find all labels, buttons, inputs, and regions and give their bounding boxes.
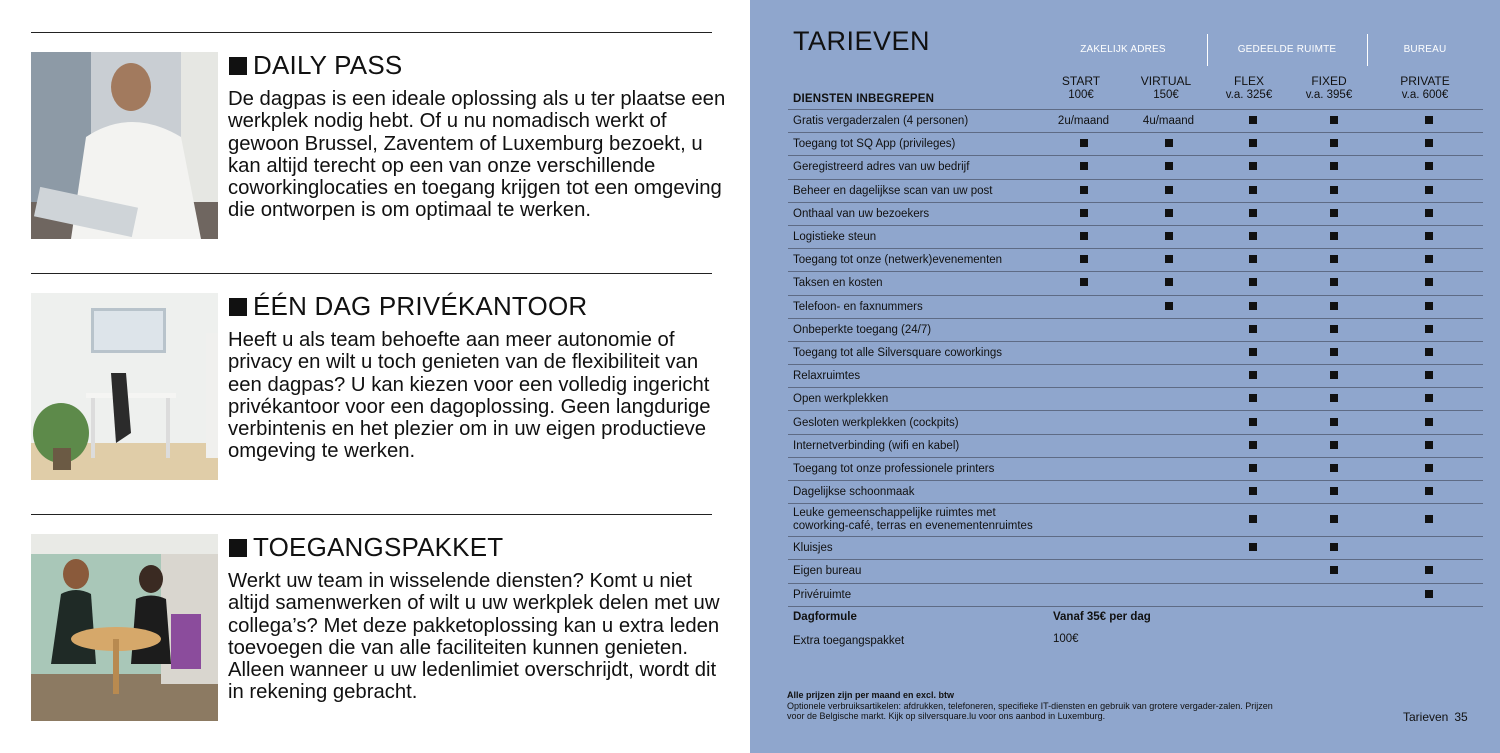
included-marker-icon [1330, 209, 1338, 217]
included-marker-icon [1249, 139, 1257, 147]
table-cell [1294, 179, 1374, 202]
included-marker-icon [1330, 162, 1338, 170]
included-marker-icon [1425, 487, 1433, 495]
service-label: Beheer en dagelijkse scan van uw post [788, 179, 1041, 202]
table-cell [1041, 504, 1126, 537]
table-cell [1294, 504, 1374, 537]
column-name: START [1061, 74, 1101, 88]
table-cell [1211, 249, 1294, 272]
table-cell [1374, 504, 1483, 537]
table-cell [1041, 481, 1126, 504]
table-cell [1294, 457, 1374, 480]
divider [1207, 34, 1208, 66]
included-marker-icon [1425, 209, 1433, 217]
table-cell [1374, 225, 1483, 248]
rates-table [788, 109, 1483, 608]
included-marker-icon [1330, 543, 1338, 551]
table-cell [1294, 156, 1374, 179]
service-label: Toegang tot SQ App (privileges) [788, 133, 1041, 156]
private-office-photo [31, 293, 218, 480]
extra-package-value: 100€ [1053, 633, 1079, 645]
included-marker-icon [1080, 232, 1088, 240]
included-marker-icon [1165, 186, 1173, 194]
table-cell [1374, 341, 1483, 364]
table-cell [1126, 411, 1211, 434]
table-row [788, 318, 1483, 341]
included-marker-icon [1165, 302, 1173, 310]
table-cell [1211, 504, 1294, 537]
divider [31, 273, 712, 274]
table-cell [1211, 318, 1294, 341]
service-label: Gratis vergaderzalen (4 personen) [788, 110, 1041, 133]
table-cell [1041, 318, 1126, 341]
table-cell [1211, 434, 1294, 457]
section-title-text: DAILY PASS [253, 50, 403, 80]
divider [31, 514, 712, 515]
group-header: BUREAU [1403, 44, 1447, 55]
table-cell [1294, 411, 1374, 434]
included-marker-icon [1080, 255, 1088, 263]
page-label: Tarieven [1403, 710, 1449, 724]
table-cell [1041, 388, 1126, 411]
table-row [788, 272, 1483, 295]
included-marker-icon [1249, 116, 1257, 124]
table-row [788, 434, 1483, 457]
included-marker-icon [1249, 515, 1257, 523]
included-marker-icon [1425, 515, 1433, 523]
table-row [788, 365, 1483, 388]
table-cell [1211, 110, 1294, 133]
column-header [1046, 74, 1116, 102]
included-marker-icon [1080, 278, 1088, 286]
included-marker-icon [1330, 348, 1338, 356]
table-cell [1294, 318, 1374, 341]
table-cell [1294, 481, 1374, 504]
table-cell: 4u/maand [1126, 110, 1211, 133]
table-cell [1374, 560, 1483, 583]
included-marker-icon [1425, 116, 1433, 124]
service-label: Open werkplekken [788, 388, 1041, 411]
service-label: Toegang tot onze professionele printers [788, 457, 1041, 480]
section-body: De dagpas is een ideale oplossing als u ter plaatse een werkplek nodig hebt. Of u nu nomadisch werkt of gewoon Brussel, Zaventem of Luxemburg bezoekt, u kan altijd terecht op een van onze verschillende coworkinglocaties en toegang krijgen tot een omgeving die ontworpen is om optimaal te werken. [228, 88, 726, 222]
table-cell [1374, 156, 1483, 179]
included-marker-icon [1080, 162, 1088, 170]
included-services-label: DIENSTEN INBEGREPEN [793, 93, 935, 105]
section-title [229, 291, 587, 322]
table-row [788, 388, 1483, 411]
included-marker-icon [1330, 487, 1338, 495]
table-cell [1041, 249, 1126, 272]
included-marker-icon [1425, 232, 1433, 240]
included-marker-icon [1330, 302, 1338, 310]
column-name: FLEX [1233, 74, 1264, 88]
included-marker-icon [1249, 325, 1257, 333]
table-cell [1126, 272, 1211, 295]
included-marker-icon [1165, 232, 1173, 240]
table-row [788, 583, 1483, 606]
table-cell [1041, 179, 1126, 202]
service-label: Gesloten werkplekken (cockpits) [788, 411, 1041, 434]
included-marker-icon [1165, 209, 1173, 217]
table-cell [1126, 179, 1211, 202]
included-marker-icon [1425, 139, 1433, 147]
table-cell [1126, 388, 1211, 411]
table-cell [1294, 133, 1374, 156]
table-cell [1126, 318, 1211, 341]
included-marker-icon [1165, 162, 1173, 170]
divider [1367, 34, 1368, 66]
included-marker-icon [1425, 590, 1433, 598]
table-cell [1211, 583, 1294, 606]
group-header: ZAKELIJK ADRES [1080, 44, 1166, 55]
table-cell [1294, 249, 1374, 272]
included-marker-icon [1249, 543, 1257, 551]
table-cell [1374, 295, 1483, 318]
table-cell [1041, 365, 1126, 388]
table-cell [1126, 295, 1211, 318]
table-cell [1211, 202, 1294, 225]
column-name: VIRTUAL [1140, 74, 1192, 88]
service-label: Onbeperkte toegang (24/7) [788, 318, 1041, 341]
service-label: Privéruimte [788, 583, 1041, 606]
table-cell [1211, 388, 1294, 411]
table-cell [1374, 388, 1483, 411]
included-marker-icon [1425, 441, 1433, 449]
table-cell [1374, 583, 1483, 606]
table-cell [1211, 341, 1294, 364]
section-title-text: ÉÉN DAG PRIVÉKANTOOR [253, 291, 588, 321]
included-marker-icon [1330, 394, 1338, 402]
table-cell [1041, 341, 1126, 364]
included-marker-icon [1249, 371, 1257, 379]
included-marker-icon [1425, 162, 1433, 170]
included-marker-icon [1249, 186, 1257, 194]
included-marker-icon [1249, 464, 1257, 472]
service-label: Taksen en kosten [788, 272, 1041, 295]
table-cell [1126, 504, 1211, 537]
footnote [787, 690, 1287, 722]
table-cell [1211, 156, 1294, 179]
included-marker-icon [1330, 139, 1338, 147]
table-row [788, 179, 1483, 202]
included-marker-icon [1425, 394, 1433, 402]
table-cell [1126, 560, 1211, 583]
included-marker-icon [1249, 278, 1257, 286]
table-cell [1374, 249, 1483, 272]
footnote-body: Optionele verbruiksartikelen: afdrukken, telefoneren, specifieke IT-diensten en gebruik van grotere vergader-zalen. Prijzen voor de Belgische markt. Kijk op silversquare.lu voor ons aanbod in Luxemburg. [787, 700, 1273, 721]
table-cell [1126, 457, 1211, 480]
section-title-text: TOEGANGSPAKKET [253, 532, 504, 562]
table-cell [1041, 537, 1126, 560]
table-cell [1374, 481, 1483, 504]
team-photo [31, 534, 218, 721]
table-row [788, 133, 1483, 156]
table-row [788, 504, 1483, 537]
table-row [788, 295, 1483, 318]
included-marker-icon [1249, 162, 1257, 170]
included-marker-icon [1425, 566, 1433, 574]
included-marker-icon [1080, 209, 1088, 217]
table-row [788, 457, 1483, 480]
included-marker-icon [1330, 232, 1338, 240]
table-cell [1211, 133, 1294, 156]
table-cell [1374, 537, 1483, 560]
table-row [788, 341, 1483, 364]
service-label: Dagelijkse schoonmaak [788, 481, 1041, 504]
table-cell [1294, 434, 1374, 457]
square-bullet-icon [229, 539, 247, 557]
included-marker-icon [1425, 418, 1433, 426]
table-cell [1374, 202, 1483, 225]
table-bottom-rule [788, 606, 1483, 608]
table-cell [1374, 133, 1483, 156]
table-cell [1126, 537, 1211, 560]
table-cell [1294, 341, 1374, 364]
service-label: Onthaal van uw bezoekers [788, 202, 1041, 225]
table-cell [1294, 272, 1374, 295]
table-cell [1374, 272, 1483, 295]
section-title [229, 532, 503, 563]
table-cell [1211, 365, 1294, 388]
table-row [788, 202, 1483, 225]
table-cell [1126, 434, 1211, 457]
table-cell [1374, 457, 1483, 480]
included-marker-icon [1425, 371, 1433, 379]
table-row [788, 606, 1483, 608]
included-marker-icon [1330, 464, 1338, 472]
table-cell [1041, 295, 1126, 318]
table-cell [1126, 225, 1211, 248]
included-marker-icon [1425, 325, 1433, 333]
table-cell [1041, 156, 1126, 179]
table-cell [1294, 388, 1374, 411]
table-row [788, 481, 1483, 504]
included-marker-icon [1249, 394, 1257, 402]
included-marker-icon [1080, 139, 1088, 147]
table-cell [1211, 537, 1294, 560]
table-cell [1211, 272, 1294, 295]
page-title: TARIEVEN [793, 26, 931, 56]
table-cell [1126, 365, 1211, 388]
table-cell [1126, 156, 1211, 179]
column-price: v.a. 600€ [1401, 89, 1449, 101]
service-label: Telefoon- en faxnummers [788, 295, 1041, 318]
column-name: PRIVATE [1400, 74, 1450, 88]
table-cell [1126, 341, 1211, 364]
table-cell [1041, 583, 1126, 606]
table-cell [1294, 225, 1374, 248]
included-marker-icon [1330, 186, 1338, 194]
table-cell [1211, 179, 1294, 202]
section-body: Heeft u als team behoefte aan meer autonomie of privacy en wilt u toch genieten van de flexibiliteit van een dagpas? U kan kiezen voor een volledig ingericht privékantoor voor een dagoplossing. Geen langdurige verbintenis en het plezier om in uw eigen productieve omgeving te werken. [228, 329, 711, 463]
table-cell [1211, 225, 1294, 248]
table-cell [1374, 318, 1483, 341]
table-cell [1294, 110, 1374, 133]
table-cell [1211, 457, 1294, 480]
included-marker-icon [1249, 302, 1257, 310]
table-cell [1374, 365, 1483, 388]
table-row [788, 249, 1483, 272]
table-cell [1041, 560, 1126, 583]
daily-pass-photo [31, 52, 218, 239]
included-marker-icon [1249, 441, 1257, 449]
included-marker-icon [1330, 255, 1338, 263]
table-cell [1294, 202, 1374, 225]
dagformule-label: Dagformule [793, 611, 857, 623]
table-cell [1041, 411, 1126, 434]
table-cell [1211, 481, 1294, 504]
included-marker-icon [1165, 139, 1173, 147]
column-header [1385, 74, 1465, 102]
table-cell [1041, 272, 1126, 295]
table-row [788, 110, 1483, 133]
included-marker-icon [1330, 278, 1338, 286]
table-cell: 2u/maand [1041, 110, 1126, 133]
section-body: Werkt uw team in wisselende diensten? Komt u niet altijd samenwerken of wilt u uw werkplek delen met uw collega’s? Met deze pakketoplossing kan u extra leden toevoegen die van alle faciliteiten kunnen genieten. Alleen wanneer u uw ledenlimiet overschrijdt, wordt dit in rekening gebracht. [228, 570, 720, 704]
column-header [1294, 74, 1364, 102]
table-cell [1041, 434, 1126, 457]
included-marker-icon [1249, 487, 1257, 495]
section-title [229, 50, 402, 81]
group-header: GEDEELDE RUIMTE [1237, 44, 1337, 55]
square-bullet-icon [229, 57, 247, 75]
table-row [788, 156, 1483, 179]
included-marker-icon [1249, 209, 1257, 217]
table-cell [1126, 481, 1211, 504]
table-cell [1374, 411, 1483, 434]
page-number: 35 [1454, 710, 1468, 724]
included-marker-icon [1425, 348, 1433, 356]
table-cell [1294, 560, 1374, 583]
column-name: FIXED [1311, 74, 1347, 88]
included-marker-icon [1425, 186, 1433, 194]
included-marker-icon [1080, 186, 1088, 194]
column-price: 150€ [1153, 89, 1179, 101]
included-marker-icon [1330, 441, 1338, 449]
table-cell [1374, 110, 1483, 133]
table-cell [1211, 560, 1294, 583]
included-marker-icon [1425, 464, 1433, 472]
divider [31, 32, 712, 33]
service-label: Logistieke steun [788, 225, 1041, 248]
included-marker-icon [1330, 116, 1338, 124]
included-marker-icon [1330, 515, 1338, 523]
table-cell [1126, 133, 1211, 156]
column-price: 100€ [1068, 89, 1094, 101]
table-cell [1374, 179, 1483, 202]
column-price: v.a. 395€ [1305, 89, 1353, 101]
table-cell [1126, 202, 1211, 225]
table-row [788, 537, 1483, 560]
included-marker-icon [1425, 255, 1433, 263]
table-row [788, 411, 1483, 434]
service-label: Internetverbinding (wifi en kabel) [788, 434, 1041, 457]
included-marker-icon [1425, 302, 1433, 310]
included-marker-icon [1249, 232, 1257, 240]
dagformule-value: Vanaf 35€ per dag [1053, 611, 1151, 623]
service-label: Toegang tot onze (netwerk)evenementen [788, 249, 1041, 272]
table-cell [1041, 225, 1126, 248]
table-cell [1294, 583, 1374, 606]
square-bullet-icon [229, 298, 247, 316]
table-cell [1211, 295, 1294, 318]
included-marker-icon [1330, 418, 1338, 426]
table-cell [1374, 434, 1483, 457]
service-label: Toegang tot alle Silversquare coworkings [788, 341, 1041, 364]
table-cell [1041, 457, 1126, 480]
table-cell [1126, 583, 1211, 606]
table-cell [1211, 411, 1294, 434]
service-label: Kluisjes [788, 537, 1041, 560]
included-marker-icon [1165, 278, 1173, 286]
included-marker-icon [1165, 255, 1173, 263]
service-label: Relaxruimtes [788, 365, 1041, 388]
footnote-title: Alle prijzen zijn per maand en excl. btw [787, 690, 955, 700]
table-cell [1294, 537, 1374, 560]
table-cell [1041, 202, 1126, 225]
table-row [788, 560, 1483, 583]
page-footer [1403, 710, 1468, 724]
extra-package-label: Extra toegangspakket [793, 635, 905, 647]
table-row [788, 225, 1483, 248]
included-marker-icon [1249, 418, 1257, 426]
column-header [1131, 74, 1201, 102]
table-cell [1294, 295, 1374, 318]
included-marker-icon [1330, 325, 1338, 333]
included-marker-icon [1249, 348, 1257, 356]
included-marker-icon [1330, 371, 1338, 379]
service-label: Geregistreerd adres van uw bedrijf [788, 156, 1041, 179]
included-marker-icon [1330, 566, 1338, 574]
column-price: v.a. 325€ [1225, 89, 1273, 101]
table-cell [1041, 133, 1126, 156]
service-label: Leuke gemeenschappelijke ruimtes met coworking-café, terras en evenementenruimtes [788, 504, 1041, 537]
table-cell [1294, 365, 1374, 388]
table-cell [1126, 249, 1211, 272]
included-marker-icon [1425, 278, 1433, 286]
service-label: Eigen bureau [788, 560, 1041, 583]
column-header [1214, 74, 1284, 102]
included-marker-icon [1249, 255, 1257, 263]
